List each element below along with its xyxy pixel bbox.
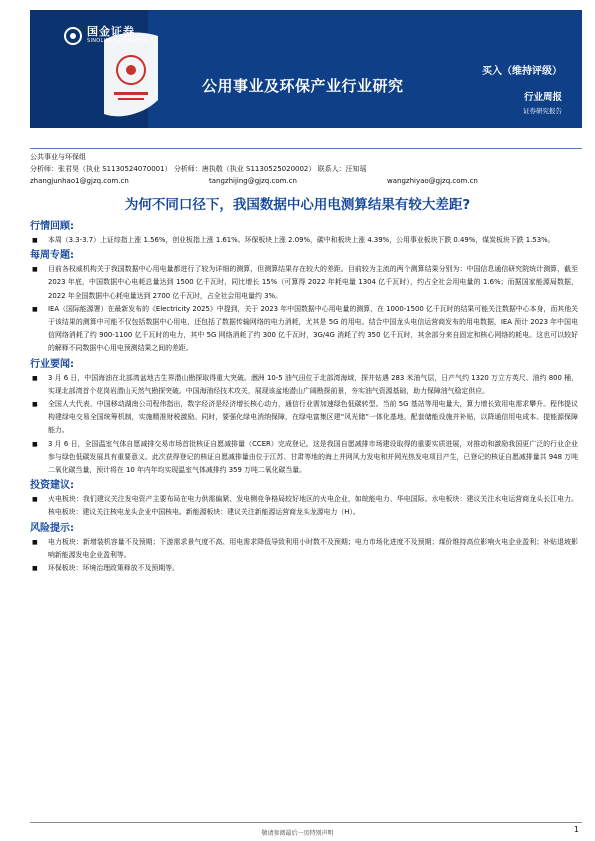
bullet-icon: ■ — [32, 305, 38, 313]
list-item: ■ 3 月 6 日，中国海油在北部湾盆地古生界潜山勘探取得重大突破。涠洲 10-5 油气田位于北部湾海域，探井钻遇 283 米油气层，日产气约 1320 万立方英尺、油约 800 桶，实现北部湾首个花岗岩潜山天然气勘探突破。中国海油经技术攻关，展现该盆地潜山广阔勘探前景，夯实油气资源基础，助力保障油气稳定供应。 — [32, 373, 578, 395]
section-investment-advice — [30, 479, 578, 519]
report-subtype: 证券研究报告 — [523, 107, 562, 115]
list-item: ■ 环保板块：环境治理政策释放不及预期等。 — [30, 562, 578, 575]
section-market-review — [30, 220, 578, 247]
analyst-2: 分析师：唐执敬（执业 S1130525020002） — [173, 165, 316, 173]
email-1[interactable]: zhangjunhao1@gjzq.com.cn — [30, 177, 129, 185]
logo-mark-icon — [64, 27, 82, 45]
email-3[interactable]: wangzhiyao@gjzq.com.cn — [387, 177, 478, 185]
section-industry-news — [30, 358, 578, 478]
industry-title: 公用事业及环保产业行业研究 — [202, 77, 404, 95]
bullet-icon: ■ — [32, 374, 38, 382]
analyst-1: 分析师：张君昊（执业 S1130524070001） — [30, 165, 172, 173]
email-2[interactable]: tangzhijing@gjzq.com.cn — [209, 177, 297, 185]
list-item: ■ 目前各权威机构关于我国数据中心用电量都进行了较为详细的测算，但测算结果存在较大的差距。目前较为主流的两个测算结果分别为：中国信息通信研究院统计测算，截至 2023 年底，中国数据中心电耗总量达到 1500 亿千瓦时，同比增长 15%（可算得 2022 年耗电量 1304 亿千瓦时），约占全社会用电量的 1.6%；而据国家能源局数据，2022 年全国数据中心耗电量达到 2700 亿千瓦时，占全社会用电量约 3%。 — [32, 265, 578, 300]
footer-disclaimer: 敬请参阅最后一页特别声明 — [261, 830, 334, 837]
bullet-icon: ■ — [32, 538, 38, 546]
bullet-icon: ■ — [32, 565, 38, 573]
section-heading: 行情回顾: — [30, 221, 74, 232]
footer-divider — [30, 822, 582, 823]
logo-en: SINOLINK SECURITIES — [87, 38, 148, 44]
contact: 联系人：汪知瑶 — [317, 165, 367, 173]
bullet-icon: ■ — [32, 401, 38, 409]
list-item: ■ 3 月 6 日，全国温室气体自愿减排交易市场首批核证自愿减排量（CCER）完成登记。这是我国自愿减排市场建设取得的重要实质进展，对推动和激励我国更广泛的行业企业参与绿色低碳发展具有重要意义。此次获得登记的核证自愿减排量由位于江苏、甘肃等地的海上并网风力发电和并网光热发电项目产生，已登记的核证自愿减排量共 948 万吨二氧化碳当量，预计将在 10 年内年均实现温室气体减排约 359 万吨二氧化碳当量。 — [32, 439, 578, 475]
divider — [30, 148, 582, 149]
rating-label: 买入（维持评级） — [482, 66, 562, 77]
section-heading: 风险提示: — [30, 522, 74, 534]
list-item: ■ 全国人大代表、中国移动湖南公司程伟指出，数字经济是经济增长核心动力，通信行业需加速绿色低碳转型。当前 5G 基站等用电量大，算力增长致用电需求攀升。程伟提议构建绿电交易全国统筹机制，实施精准财税激励。同时，要强化绿电消纳保障，在绿电富集区建“风光储”一体化基地，配套储能设施并补贴，以降通信用电成本、提能源保障能力。 — [32, 400, 578, 435]
bullet-icon: ■ — [32, 266, 38, 274]
page-title: 为何不同口径下，我国数据中心用电测算结果有较大差距? — [124, 197, 471, 213]
header-banner — [30, 10, 582, 128]
team-label: 公共事业与环保组 — [30, 153, 86, 161]
section-heading: 每周专题: — [30, 250, 74, 262]
bullet-icon: ■ — [32, 496, 38, 504]
section-heading: 投资建议: — [30, 480, 74, 492]
page-number: 1 — [573, 825, 579, 834]
report-body — [30, 218, 578, 575]
section-weekly-topic — [30, 249, 578, 355]
list-item: ■ IEA（国际能源署）在最新发布的《Electricity 2025》中提到，关于 2023 年中国数据中心用电量的测算，在 1000-1500 亿千瓦时的结果可能关注数据中心本身，而其他关于该结果的测算中可能不仅包括数据中心用电，还包括了数据传输网络的电力消耗，尤其是 5G 的用电。结合中国龙头电信运营商发布的用电数据，IEA 预计 2023 年中国电信网络消耗了约 900-1100 亿千瓦时的电力，其中 5G 网络消耗了约 300 亿千瓦时，3G/4G 消耗了约 350 亿千瓦时，其余部分来自固定和核心网络的耗电。这也可以较好的解释不同数据中心用电预测结果之间的差距。 — [32, 304, 578, 353]
list-item: ■ 火电板块：我们建议关注发电资产主要布局在电力供需偏紧、发电侧竞争格局较好地区的火电企业，如皖能电力、华电国际。水电板块：建议关注水电运营商龙头长江电力。核电板块：建议关注核电龙头企业中国核电。新能源板块：建议关注新能源运营商龙头龙源电力（H）。 — [32, 495, 578, 517]
list-item: ■ 本周（3.3-3.7）上证综指上涨 1.56%，创业板指上涨 1.61%。环保板块上涨 2.09%，碳中和板块上涨 4.39%，公用事业板块下跌 0.49%，煤炭板块下跌 1.53%。 — [30, 234, 578, 247]
company-logo — [64, 26, 147, 45]
analyst-info — [30, 151, 478, 187]
report-type: 行业周报 — [523, 92, 562, 103]
bullet-icon: ■ — [32, 237, 38, 244]
bullet-icon: ■ — [32, 440, 38, 448]
list-item: ■ 电力板块：新增装机容量不及预期；下游需求景气度不高、用电需求降低导致利用小时数不及预期；电力市场化进度不及预期；煤价维持高位影响火电企业盈利；补贴退坡影响新能源发电企业盈利等。 — [32, 537, 578, 559]
logo-cn: 国金证券 — [87, 25, 135, 38]
section-risk-warning — [30, 522, 578, 576]
section-heading: 行业要闻: — [30, 358, 74, 370]
